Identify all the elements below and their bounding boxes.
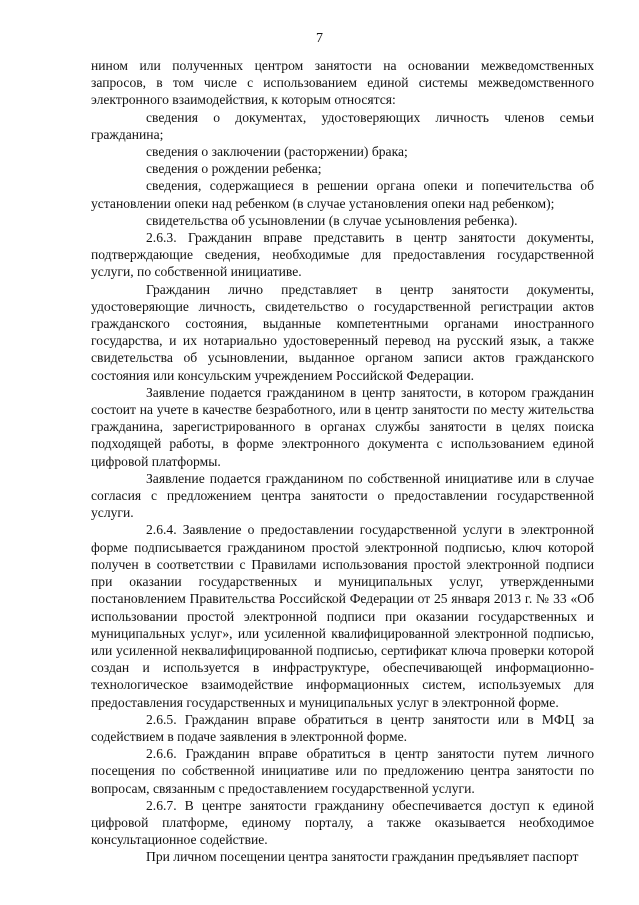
document-body [91, 57, 594, 866]
page-number: 7 [316, 31, 323, 46]
paragraph: Гражданин лично представляет в центр занятости документы, удостоверяющие личность, свидетельство о государственной регистрации актов гражданского состояния, выданные компетентными органами иностранного государства, и их нотариально удостоверенный перевод на русский язык, а также свидетельства об усыновлении, выданное органом записи актов гражданского состояния или консульским учреждением Российской Федерации. [91, 281, 594, 383]
paragraph: 2.6.6. Гражданин вправе обратиться в центр занятости путем личного посещения по собственной инициативе или по предложению центра занятости по вопросам, связанным с предоставлением государственной услуги. [91, 746, 594, 796]
paragraph: При личном посещении центра занятости гражданин предъявляет паспорт [146, 849, 579, 865]
paragraph: 2.6.5. Гражданин вправе обратиться в центр занятости или в МФЦ за содействием в подаче заявления в электронной форме. [91, 711, 594, 744]
paragraph: сведения о рождении ребенка; [146, 161, 322, 177]
paragraph: 2.6.7. В центре занятости гражданину обеспечивается доступ к единой цифровой платформе, единому порталу, а также оказывается необходимое консультационное содействие. [91, 797, 594, 848]
paragraph: сведения о заключении (расторжении) брака; [146, 144, 408, 160]
paragraph: свидетельства об усыновлении (в случае усыновления ребенка). [146, 212, 518, 228]
paragraph: сведения о документах, удостоверяющих личность членов семьи гражданина; [91, 109, 594, 142]
paragraph: Заявление подается гражданином в центр занятости, в котором гражданин состоит на учете в качестве безработного, или в центр занятости по месту жительства гражданина, зарегистрированного в органах службы занятости в целях поиска подходящей работы, в форме электронного документа с использованием единой цифровой платформы. [91, 384, 594, 469]
paragraph: нином или полученных центром занятости на основании межведомственных запросов, в том числе с использованием единой системы межведомственного электронного взаимодействия, к которым относятся: [91, 58, 594, 108]
paragraph: 2.6.3. Гражданин вправе представить в центр занятости документы, подтверждающие сведения, необходимые для предоставления государственной услуги, по собственной инициативе. [91, 230, 594, 280]
paragraph: 2.6.4. Заявление о предоставлении государственной услуги в электронной форме подписывается гражданином простой электронной подписью, ключ которой получен в соответствии с Правилами использования простой электронной подписи при оказании государственных и муниципальных услуг, утвержденными постановлением Правительства Российской Федерации от 25 января 2013 г. № 33 «Об использовании простой электронной подписи при оказании государственных и муниципальных услуг», или усиленной квалифицированной электронной подписью, или усиленной неквалифицированной подписью, сертификат ключа проверки которой создан и используется в инфраструктуре, обеспечивающей информационно-технологическое взаимодействие информационных систем, используемых для предоставления государственных и муниципальных услуг в электронной форме. [91, 522, 594, 710]
paragraph: Заявление подается гражданином по собственной инициативе или в случае согласия с предложением центра занятости о предоставлении государственной услуги. [91, 470, 594, 521]
paragraph: сведения, содержащиеся в решении органа опеки и попечительства об установлении опеки над ребенком (в случае установления опеки над ребенком); [91, 178, 594, 211]
